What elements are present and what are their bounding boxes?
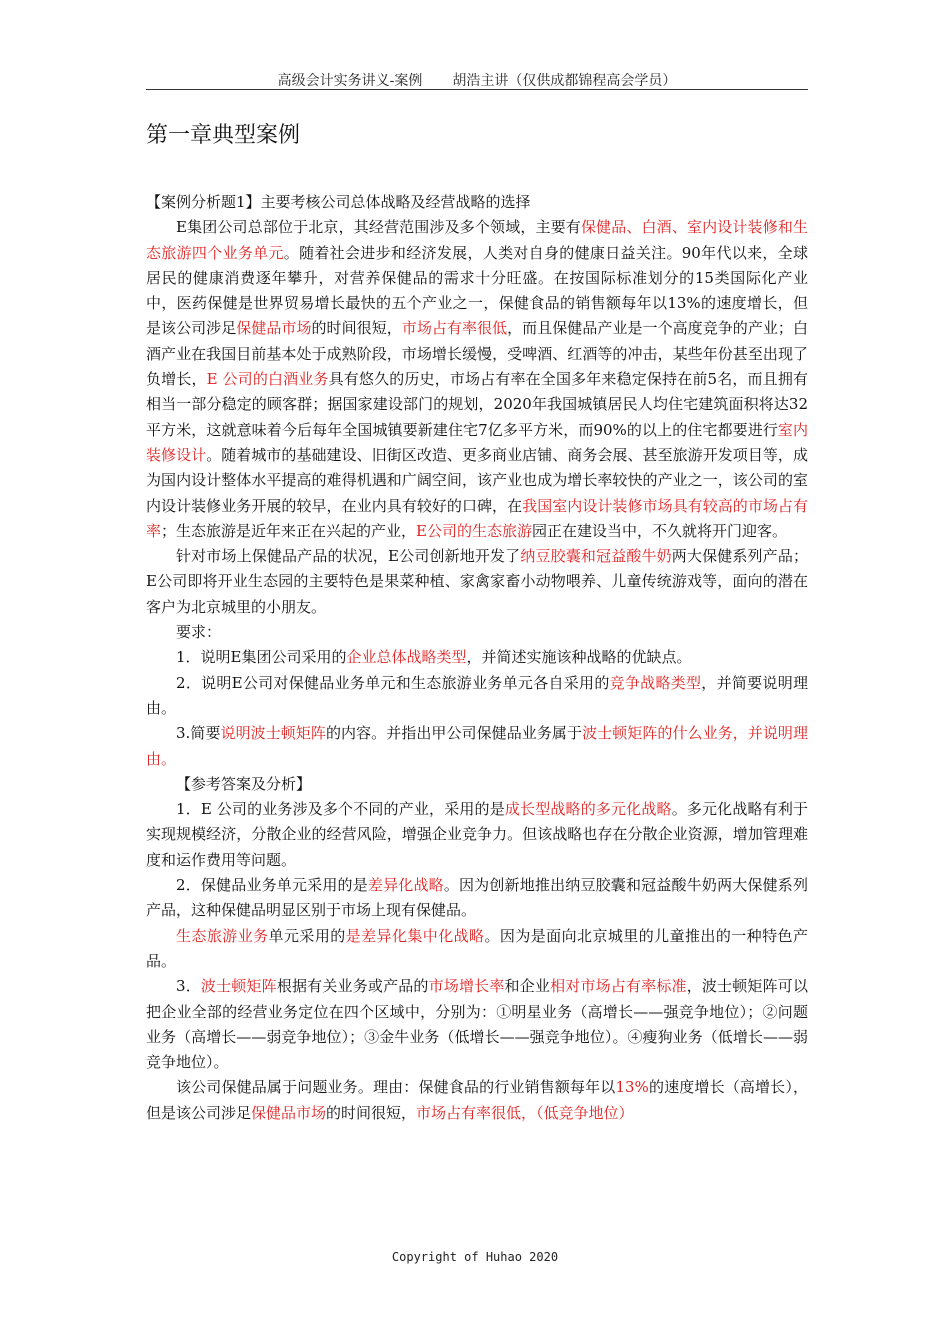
text-run: 2．保健品业务单元采用的是 [176, 876, 368, 895]
text-run: 3． [176, 977, 201, 996]
text-run: 和企业 [504, 977, 551, 996]
text-run: 。随着城市的基础建设、旧街区改造、更多商业店铺、商务会展、甚至旅游开发项目等，成为国内设计整体水平提高的难得机遇和广阔空间，该产业也成为增长率较快的产业之一，该公司的室内设计装修业务开展的较早，在业内具有较好的口碑，在 [146, 445, 808, 515]
highlight-text: 是差异化集中化战略 [345, 926, 485, 945]
case-title: 【案例分析题1】主要考核公司总体战略及经营战略的选择 [146, 193, 531, 211]
text-run: 根据有关业务或产品的 [276, 977, 429, 996]
text-run: 该公司保健品属于问题业务。理由：保健食品的行业销售额每年以 [176, 1078, 616, 1097]
text-run: 。随着社会进步和经济发展，人类对自身的健康日益关注。90年代以来，全球居民的健康消费逐年攀升，对营养保健品的需求十分旺盛。在按国际标准划分的15类国际化产业中，医药保健是世界贸易增长最快的五个产业之一，保健食品的销售额每年以13%的速度增长，但是该公司涉足 [146, 243, 808, 338]
chapter-title: 第一章典型案例 [146, 123, 301, 148]
copyright-footer: Copyright of Huhao 2020 [391, 1250, 559, 1264]
text-run: ，波士顿矩阵可以把企业全部的经营业务定位在四个区域中，分别为：①明星业务（高增长——强竞争地位）；②问题业务（高增长——弱竞争地位）；③金牛业务（低增长——强竞争地位）。④瘦狗业务（低增长——弱竞争地位）。 [146, 977, 808, 1072]
text-run: 。多元化战略有利于实现规模经济，分散企业的经营风险，增强企业竞争力。但该战略也存在分散企业资源，增加管理难度和运作费用等问题。 [146, 800, 808, 869]
highlight-text: 说明波士顿矩阵 [220, 724, 326, 743]
highlight-text: 我国室内设计装修市场具有较高的市场占有率 [146, 496, 808, 540]
text-run: 的时间很短， [311, 319, 402, 338]
text-run: 1．说明E集团公司采用的 [176, 648, 347, 667]
text-run: 的时间很短， [326, 1103, 417, 1122]
highlight-text: 市场占有率很低 [401, 319, 508, 338]
text-run: E集团公司总部位于北京，其经营范围涉及多个领域，主要有 [176, 218, 581, 237]
text-run: 的内容。并指出甲公司保健品业务属于 [325, 724, 583, 743]
answer-3 [146, 974, 808, 1075]
header-left: 高级会计实务讲义-案例 [277, 73, 423, 89]
text-run: 3.简要 [176, 724, 221, 743]
case-paragraph-1 [146, 215, 808, 544]
running-header [146, 70, 808, 88]
highlight-text: 市场增长率 [428, 977, 505, 996]
highlight-text: E 公司的白酒业务 [206, 370, 329, 389]
case-paragraph-2 [146, 544, 808, 620]
highlight-text: 波士顿矩阵的什么业务，并说明理由。 [146, 724, 808, 768]
highlight-text: 竞争战略类型 [609, 673, 702, 692]
text-run: 的速度增长（高增长），但是该公司涉足 [146, 1078, 808, 1122]
highlight-text: 室内装修设计 [146, 420, 808, 464]
answer-4 [146, 1075, 808, 1126]
text-run: ；生态旅游是近年来正在兴起的产业， [161, 521, 417, 540]
text-run: 园正在建设当中，不久就将开门迎客。 [531, 521, 787, 540]
text-run: 。因为是面向北京城里的儿童推出的一种特色产品。 [146, 926, 808, 970]
header-right: 胡浩主讲（仅供成都锦程高会学员） [452, 73, 677, 89]
highlight-text: E公司的生态旅游 [416, 521, 532, 540]
highlight-text: 波士顿矩阵 [200, 977, 277, 996]
highlight-text: 成长型战略的多元化战略 [504, 800, 672, 819]
text-run: 1．E 公司的业务涉及多个不同的产业，采用的是 [176, 800, 505, 819]
case-content [146, 190, 808, 1126]
requirement-3 [146, 721, 808, 772]
answer-title: 【参考答案及分析】 [176, 774, 312, 793]
text-run: 2．说明E公司对保健品业务单元和生态旅游业务单元各自采用的 [176, 673, 610, 692]
text-run: ，并简要说明理由。 [146, 673, 808, 717]
text-run: 。因为创新地推出纳豆胶囊和冠益酸牛奶两大保健系列产品，这种保健品明显区别于市场上现有保健品。 [146, 876, 808, 920]
answer-2 [146, 873, 808, 924]
text-run: 具有悠久的历史，市场占有率在全国多年来稳定保持在前5名，而且拥有相当一部分稳定的顾客群；据国家建设部门的规划，2020年我国城镇居民人均住宅建筑面积将达32平方米，这就意味着今后每年全国城镇要新建住宅7亿多平方米，而90%的以上的住宅都要进行 [146, 370, 808, 439]
highlight-text: 企业总体战略类型 [346, 648, 467, 667]
answer-2b [146, 924, 808, 975]
highlight-text: 保健品市场 [251, 1103, 327, 1122]
requirements-title: 要求： [176, 623, 222, 642]
highlight-text: 市场占有率很低，（低竞争地位） [416, 1103, 634, 1122]
highlight-text: 保健品、白酒、室内设计装修和生态旅游四个业务单元 [146, 218, 808, 262]
requirement-1 [146, 645, 808, 670]
requirement-2 [146, 671, 808, 722]
header-divider [146, 89, 808, 90]
text-run: 单元采用的 [268, 926, 346, 945]
text-run: 两大保健系列产品；E公司即将开业生态园的主要特色是果菜种植、家禽家畜小动物喂养、儿童传统游戏等，面向的潜在客户为北京城里的小朋友。 [146, 547, 808, 616]
highlight-text: 13% [615, 1078, 649, 1097]
highlight-text: 相对市场占有率标准 [550, 977, 687, 996]
highlight-text: 差异化战略 [367, 876, 444, 895]
text-run: ，并简述实施该种战略的优缺点。 [466, 648, 692, 667]
highlight-text: 纳豆胶囊和冠益酸牛奶 [520, 547, 672, 566]
highlight-text: 保健品市场 [236, 319, 312, 338]
text-run: ，而且保健品产业是一个高度竞争的产业；白酒产业在我国目前基本处于成熟阶段，市场增长缓慢，受啤酒、红酒等的冲击，某些年份甚至出现了负增长， [146, 319, 808, 389]
highlight-text: 生态旅游业务 [176, 926, 269, 945]
answer-1 [146, 797, 808, 873]
text-run: 针对市场上保健品产品的状况，E公司创新地开发了 [176, 547, 521, 566]
